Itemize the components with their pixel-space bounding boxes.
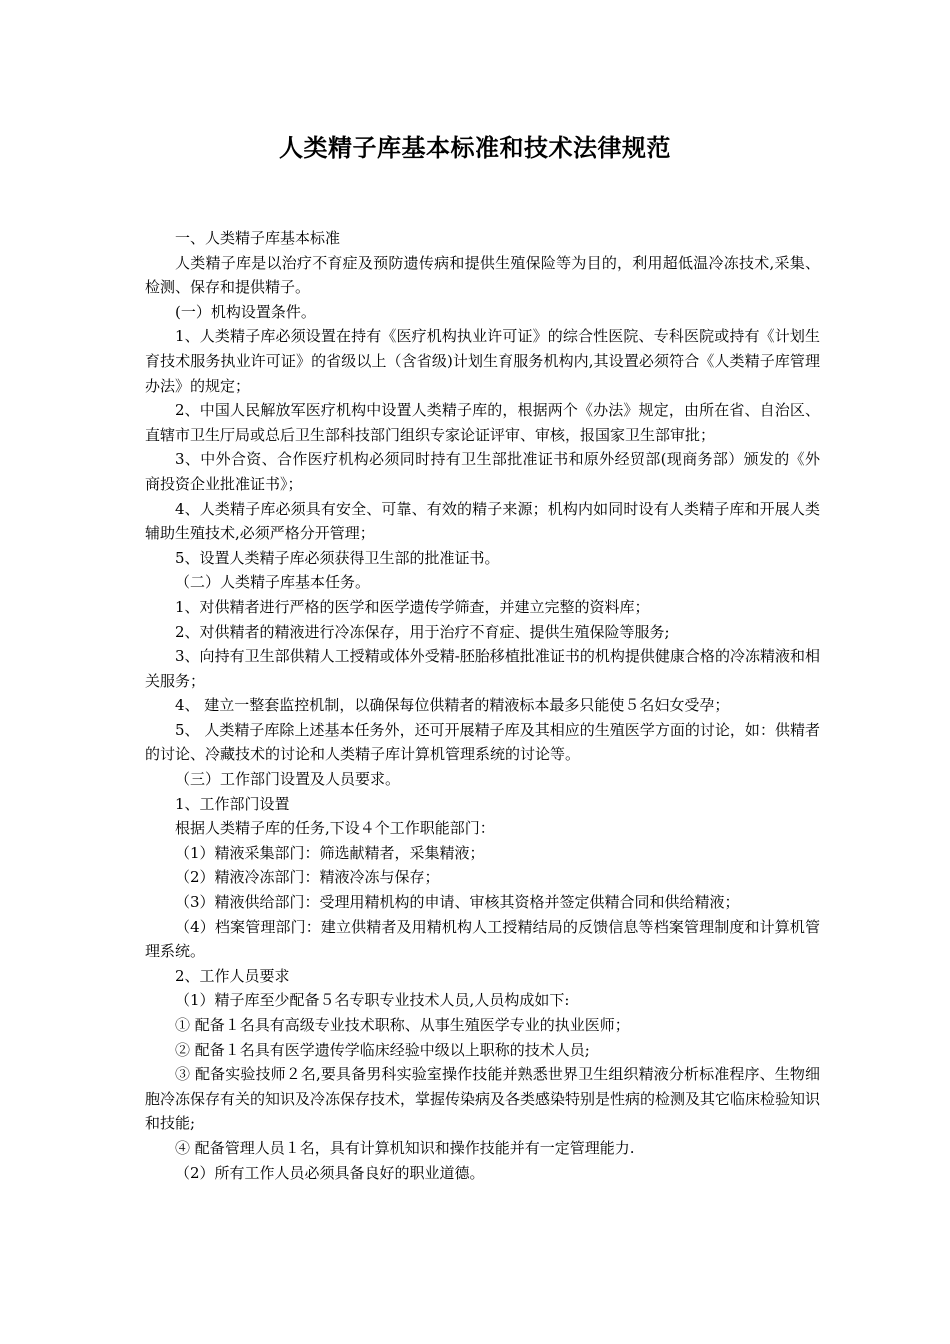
- section-heading: 一、人类精子库基本标准: [175, 229, 341, 247]
- paragraph: 1、对供精者进行严格的医学和医学遗传学筛查，并建立完整的资料库；: [175, 597, 650, 616]
- subsection-heading: （二）人类精子库基本任务。: [175, 573, 371, 592]
- list-item: ③ 配备实验技师２名,要具备男科实验室操作技能并熟悉世界卫生组织精液分析标准程序、生物细胞冷冻保存有关的知识及冷冻保存技术，掌握传染病及各类感染特别是性病的检测及其它临床检验知识和技能;: [145, 1065, 821, 1133]
- paragraph: 根据人类精子库的任务,下设４个工作职能部门：: [175, 819, 495, 838]
- subsection-heading: (一）机构设置条件。: [175, 302, 316, 321]
- list-item: （4）档案管理部门：建立供精者及用精机构人工授精结局的反馈信息等档案管理制度和计算机管理系统。: [145, 917, 820, 961]
- document-title: 人类精子库基本标准和技术法律规范: [279, 134, 671, 162]
- paragraph: 1、人类精子库必须设置在持有《医疗机构执业许可证》的综合性医院、专科医院或持有《计划生育技术服务执业许可证》的省级以上（含省级)计划生育服务机构内,其设置必须符合《人类精子库管理办法》的规定；: [145, 327, 820, 395]
- subsection-heading: （三）工作部门设置及人员要求。: [175, 770, 401, 789]
- document-body: [145, 226, 820, 1185]
- list-item: （1）精子库至少配备５名专职专业技术人员,人员构成如下:: [175, 991, 570, 1010]
- paragraph: 3、中外合资、合作医疗机构必须同时持有卫生部批准证书和原外经贸部(现商务部）颁发的《外商投资企业批准证书》；: [145, 450, 820, 493]
- list-item: （1）精液采集部门：筛选献精者，采集精液；: [175, 843, 485, 862]
- paragraph: 4、 建立一整套监控机制，以确保每位供精者的精液标本最多只能使５名妇女受孕；: [175, 696, 730, 715]
- paragraph: 5、 人类精子库除上述基本任务外，还可开展精子库及其相应的生殖医学方面的讨论，如：供精者的讨论、冷藏技术的讨论和人类精子库计算机管理系统的讨论等。: [145, 720, 820, 764]
- paragraph: 3、向持有卫生部供精人工授精或体外受精-胚胎移植批准证书的机构提供健康合格的冷冻精液和相关服务；: [145, 647, 820, 690]
- list-item: （3）精液供给部门：受理用精机构的申请、审核其资格并签定供精合同和供给精液；: [175, 893, 740, 912]
- paragraph: 2、对供精者的精液进行冷冻保存，用于治疗不育症、提供生殖保险等服务;: [175, 622, 670, 641]
- paragraph: 2、工作人员要求: [175, 966, 290, 985]
- paragraph: 2、中国人民解放军医疗机构中设置人类精子库的，根据两个《办法》规定，由所在省、自治区、直辖市卫生厅局或总后卫生部科技部门组织专家论证评审、审核，报国家卫生部审批；: [145, 401, 820, 444]
- list-item: ① 配备１名具有高级专业技术职称、从事生殖医学专业的执业医师；: [175, 1016, 630, 1034]
- list-item: ② 配备１名具有医学遗传学临床经验中级以上职称的技术人员;: [175, 1040, 590, 1059]
- list-item: （2）所有工作人员必须具备良好的职业道德。: [175, 1163, 485, 1182]
- paragraph: 人类精子库是以治疗不育症及预防遗传病和提供生殖保险等为目的，利用超低温冷冻技术,采集、检测、保存和提供精子。: [145, 253, 820, 297]
- paragraph: 1、工作部门设置: [175, 794, 290, 813]
- paragraph: 4、人类精子库必须具有安全、可靠、有效的精子来源；机构内如同时设有人类精子库和开展人类辅助生殖技术,必须严格分开管理；: [145, 499, 820, 543]
- paragraph: 5、设置人类精子库必须获得卫生部的批准证书。: [175, 548, 500, 567]
- list-item: （2）精液冷冻部门：精液冷冻与保存；: [175, 868, 440, 887]
- list-item: ④ 配备管理人员１名，具有计算机知识和操作技能并有一定管理能力.: [175, 1138, 635, 1157]
